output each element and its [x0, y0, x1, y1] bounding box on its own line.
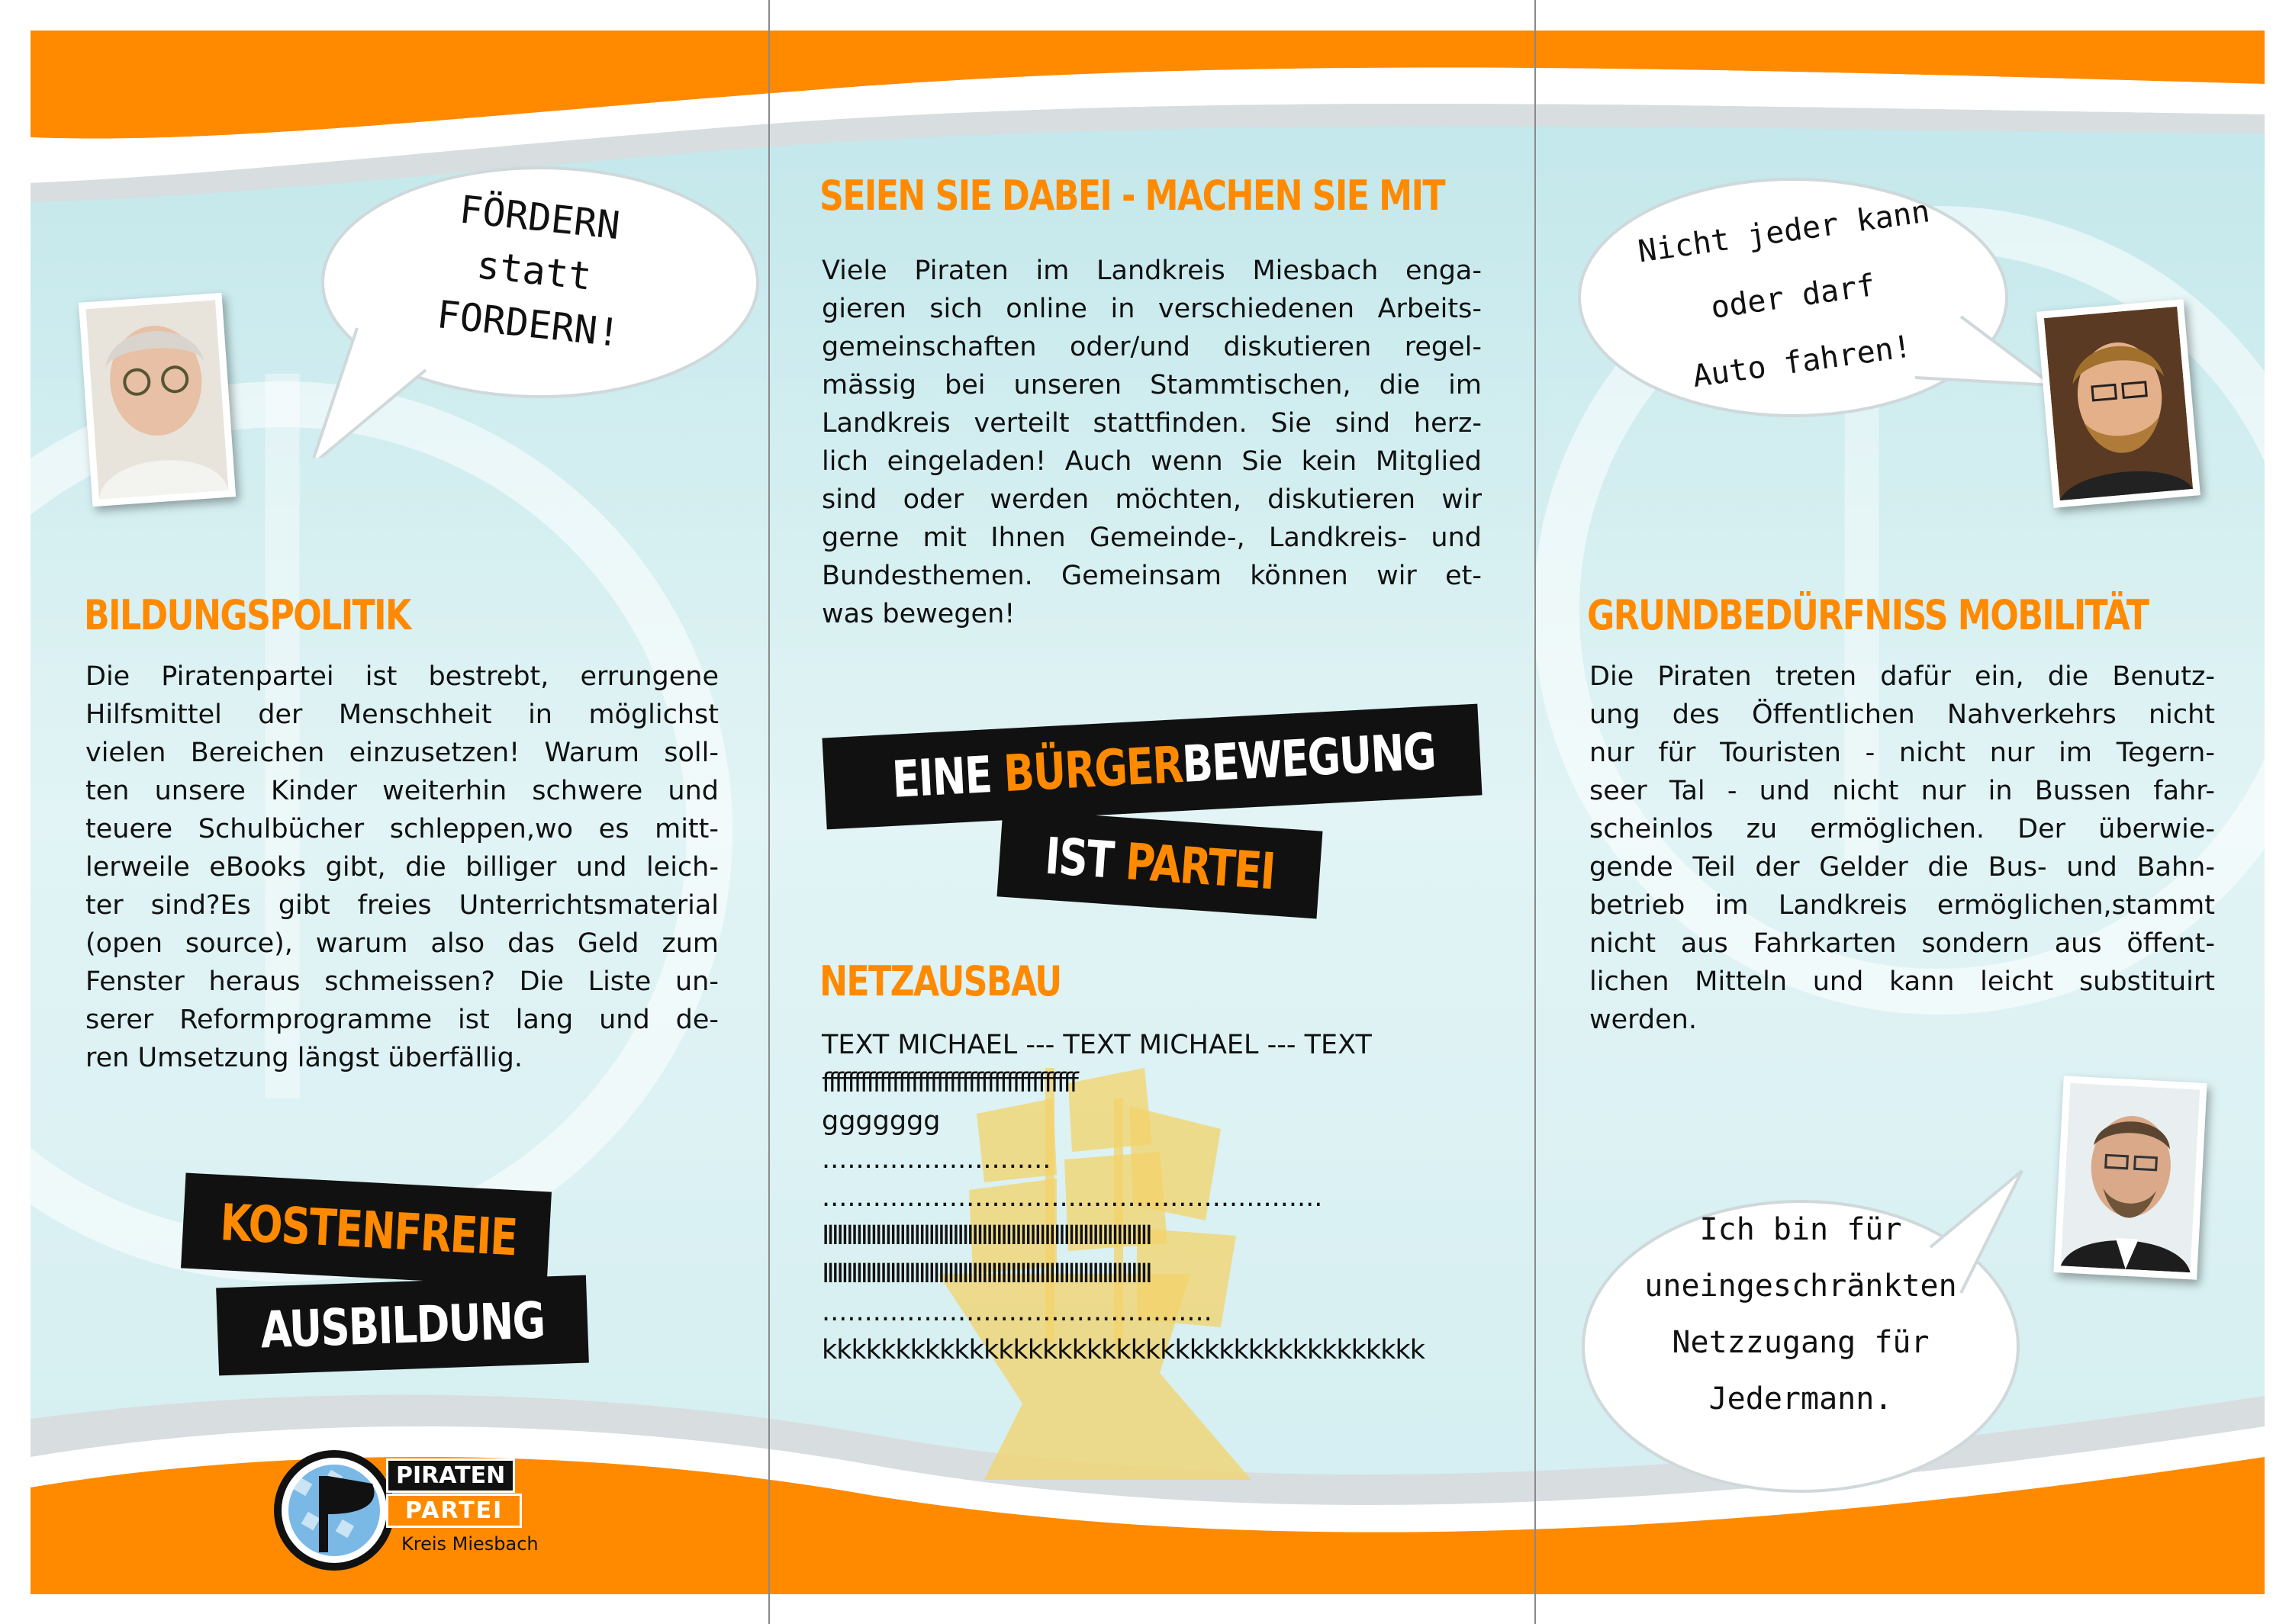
flyer-sheet [31, 31, 2265, 1594]
text-line: Die Piraten treten dafür ein, die Benutz- [1589, 661, 2215, 692]
text-line: serer Reformprogramme ist lang und de- [85, 1005, 719, 1035]
bubble-line: Auto fahren! [1690, 329, 1914, 395]
text-line: nicht aus Fahrkarten sondern aus öffent- [1589, 928, 2215, 959]
heading-mobilitaet: GRUNDBEDÜRFNISS MOBILITÄT [1587, 591, 2149, 639]
text-line: gemeinschaften oder/und diskutieren regel- [822, 332, 1482, 362]
text-line: Hilfsmittel der Menschheit in möglichst [85, 699, 719, 730]
text-line: Bundesthemen. Gemeinsam können wir et- [822, 561, 1482, 591]
bubble-text-right-bottom [1602, 1201, 1999, 1427]
text-line: Viele Piraten im Landkreis Miesbach enga- [822, 256, 1482, 286]
text-line: IIIIIIIIIIIIIIIIIIIIIIIIIIIIIIIIIIIIIIIIIIIIIIIIIIIIIIIIIIIIIIIIIIII [822, 1259, 1150, 1289]
text-line: ........................................................... [822, 1182, 1323, 1213]
text-line: ffffffffffffffffffffffffffffffffffffffff [822, 1068, 1076, 1098]
text-line: kkkkkkkkkkkkkkkkkkkkkkkkkkkkkkkkkkkkkkkkk [822, 1335, 1425, 1365]
bubble-line: Ich bin für [1699, 1212, 1902, 1247]
text-line: scheinlos zu ermöglichen. Der überwie- [1589, 814, 2215, 844]
text-line: lerweile eBooks gibt, die billiger und leich- [85, 852, 719, 883]
text-line: TEXT MICHAEL --- TEXT MICHAEL --- TEXT [822, 1030, 1372, 1060]
pirate-flag-icon [273, 1449, 395, 1571]
body-mobilitaet [1589, 658, 2215, 1039]
text-line: ten unsere Kinder weiterhin schwere und [85, 776, 719, 806]
text-line: IIIIIIIIIIIIIIIIIIIIIIIIIIIIIIIIIIIIIIIIIIIIIIIIIIIIIIIIIIIIIIIIIIII [822, 1220, 1150, 1251]
fold-line [1534, 0, 1536, 1624]
text-line: ren Umsetzung längst überfällig. [85, 1043, 523, 1073]
text-line: werden. [1589, 1005, 1697, 1035]
text-line: mässig bei unseren Stammtischen, die im [822, 370, 1482, 400]
text-line: (open source), warum also das Geld zum [85, 928, 719, 959]
portrait-photo-right-top [2036, 299, 2200, 508]
banner-text: BEWEGUNG [1180, 722, 1437, 794]
text-line: Fenster heraus schmeissen? Die Liste un- [85, 966, 719, 997]
body-netzausbau [822, 1026, 1493, 1369]
heading-netzausbau: NETZAUSBAU [819, 957, 1061, 1005]
bubble-line: uneingeschränkten [1644, 1269, 1957, 1304]
bubble-text-left [374, 175, 694, 367]
logo-word-partei: PARTEI [386, 1494, 522, 1528]
fold-line [768, 0, 770, 1624]
banner-text: EINE [890, 744, 1006, 809]
banner-text: KOSTENFREIE [218, 1193, 518, 1268]
text-line: vielen Bereichen einzusetzen! Warum soll- [85, 738, 719, 768]
text-line: ter sind?Es gibt freies Unterrichtsmaterial [85, 890, 719, 921]
text-line: nur für Touristen - nicht nur im Tegern- [1589, 738, 2215, 768]
text-line: gende Teil der Gelder die Bus- und Bahn- [1589, 852, 2215, 883]
bubble-line: FORDERN! [434, 292, 623, 356]
body-bildungspolitik [85, 658, 719, 1077]
heading-bildungspolitik: BILDUNGSPOLITIK [84, 591, 410, 639]
text-line: ggggggg [822, 1106, 941, 1137]
bubble-line: Jedermann. [1708, 1381, 1893, 1417]
banner-text-highlight: BÜRGER [1002, 735, 1184, 804]
bubble-line: FÖRDERN [457, 187, 623, 249]
bubble-line: statt [475, 243, 594, 299]
text-line: ........................... [822, 1144, 1051, 1175]
text-line: sind oder werden möchten, diskutieren wir [822, 484, 1482, 515]
logo-word-piraten: PIRATEN [386, 1458, 515, 1493]
bubble-line: Nicht jeder kann [1636, 194, 1933, 270]
portrait-photo-right-bottom [2053, 1076, 2207, 1279]
banner-ausbildung [216, 1275, 589, 1376]
banner-text: IST [1043, 826, 1128, 891]
text-line: Die Piratenpartei ist bestrebt, errungene [85, 661, 719, 692]
portrait-photo-left [79, 293, 236, 506]
text-line: ung des Öffentlichen Nahverkehrs nicht [1589, 699, 2215, 730]
text-line: gieren sich online in verschiedenen Arbeits- [822, 294, 1482, 324]
text-line: lich eingeladen! Auch wenn Sie kein Mitglied [822, 446, 1482, 477]
bubble-line: Netzzugang für [1672, 1325, 1930, 1360]
text-line: teuere Schulbücher schleppen,wo es mitt- [85, 814, 719, 844]
bubble-line: oder darf [1708, 268, 1878, 326]
heading-seien-sie-dabei: SEIEN SIE DABEI - MACHEN SIE MIT [819, 172, 1444, 220]
text-line: gerne mit Ihnen Gemeinde-, Landkreis- und [822, 523, 1482, 553]
body-seien-sie-dabei [822, 252, 1482, 633]
logo-subtitle: Kreis Miesbach [401, 1533, 539, 1555]
text-line: betrieb im Landkreis ermöglichen,stammt [1589, 890, 2215, 921]
text-line: .............................................. [822, 1297, 1212, 1327]
text-line: lichen Mitteln und kann leicht substituirt [1589, 966, 2215, 997]
piratenpartei-logo [273, 1449, 571, 1571]
banner-text-highlight: PARTEI [1123, 831, 1276, 902]
text-line: was bewegen! [822, 599, 1016, 629]
banner-text: AUSBILDUNG [259, 1291, 546, 1360]
text-line: seer Tal - und nicht nur in Bussen fahr- [1589, 776, 2215, 806]
text-line: Landkreis verteilt stattfinden. Sie sind herz- [822, 408, 1482, 439]
banner-kostenfreie [181, 1173, 552, 1288]
